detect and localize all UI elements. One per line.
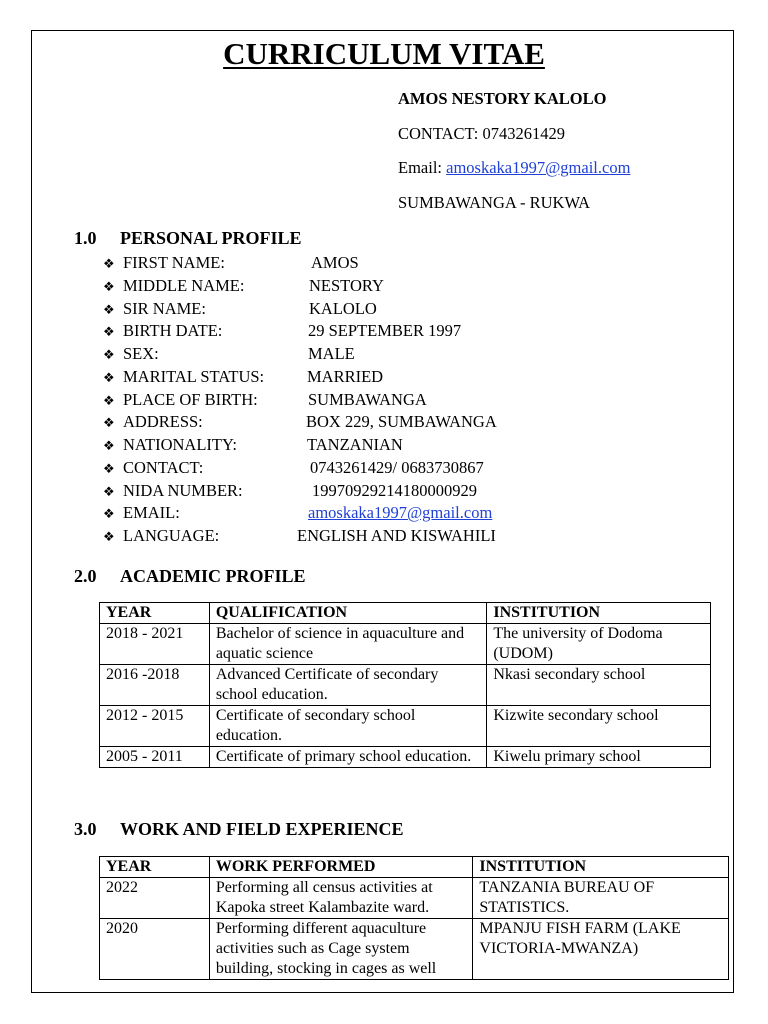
profile-label-text: EMAIL: <box>123 503 180 523</box>
table-row <box>100 624 711 665</box>
profile-value: NESTORY <box>309 275 384 295</box>
profile-label-text: PLACE OF BIRTH: <box>123 389 258 409</box>
work-cell: TANZANIA BUREAU OF STATISTICS. <box>473 878 729 919</box>
work-header-cell: YEAR <box>100 857 210 878</box>
diamond-bullet-icon: ❖ <box>103 392 115 408</box>
diamond-bullet-icon: ❖ <box>103 460 115 476</box>
academic-cell: Kizwite secondary school <box>487 706 711 747</box>
profile-label <box>103 366 264 388</box>
profile-value: MALE <box>308 344 355 363</box>
academic-cell: 2016 -2018 <box>100 665 210 706</box>
section-personal-heading: 1.0 PERSONAL PROFILE <box>74 228 302 248</box>
profile-label-text: FIRST NAME: <box>123 253 225 272</box>
work-cell: MPANJU FISH FARM (LAKE VICTORIA-MWANZA) <box>473 919 729 980</box>
profile-label-text: MIDDLE NAME: <box>123 275 245 295</box>
profile-label <box>103 298 206 320</box>
diamond-bullet-icon: ❖ <box>103 301 115 317</box>
profile-label-text: SIR NAME: <box>123 298 206 318</box>
header-contact: CONTACT: 0743261429 <box>398 124 565 143</box>
diamond-bullet-icon: ❖ <box>103 483 115 499</box>
work-cell: 2020 <box>100 919 210 980</box>
email-label: Email: <box>398 158 447 177</box>
work-cell: Performing all census activities at Kapoka street Kalambazite ward. <box>209 878 473 919</box>
academic-cell: Certificate of primary school education. <box>209 747 487 768</box>
diamond-bullet-icon: ❖ <box>103 415 115 431</box>
profile-label <box>103 434 237 456</box>
profile-label-text: NIDA NUMBER: <box>123 480 243 500</box>
profile-label-text: CONTACT: <box>123 457 204 477</box>
profile-label-text: ADDRESS: <box>123 412 203 432</box>
profile-label <box>103 411 203 433</box>
email-link[interactable]: amoskaka1997@gmail.com <box>446 158 631 177</box>
work-header-cell: WORK PERFORMED <box>209 857 473 878</box>
header-email <box>398 158 630 178</box>
academic-table <box>99 602 711 768</box>
academic-cell: The university of Dodoma (UDOM) <box>487 624 711 665</box>
profile-value: SUMBAWANGA <box>308 389 427 409</box>
profile-label <box>103 502 180 524</box>
diamond-bullet-icon: ❖ <box>103 278 115 294</box>
cv-title: CURRICULUM VITAE <box>223 36 545 71</box>
academic-cell: Kiwelu primary school <box>487 747 711 768</box>
academic-cell: 2018 - 2021 <box>100 624 210 665</box>
diamond-bullet-icon: ❖ <box>103 438 115 453</box>
profile-value: AMOS <box>311 253 359 272</box>
profile-label <box>103 343 159 365</box>
academic-cell: 2012 - 2015 <box>100 706 210 747</box>
section-academic-heading: 2.0 ACADEMIC PROFILE <box>74 566 306 586</box>
work-table <box>99 856 729 980</box>
work-cell: Performing different aquaculture activities such as Cage system building, stocking in cages as well <box>209 919 473 980</box>
profile-value: 19970929214180000929 <box>312 480 477 500</box>
profile-label-text: SEX: <box>123 344 159 363</box>
academic-header-cell: YEAR <box>100 603 210 624</box>
diamond-bullet-icon: ❖ <box>103 256 115 271</box>
profile-label <box>103 389 258 411</box>
diamond-bullet-icon: ❖ <box>103 369 115 385</box>
academic-cell: Certificate of secondary school education. <box>209 706 487 747</box>
diamond-bullet-icon: ❖ <box>103 347 115 362</box>
profile-value: BOX 229, SUMBAWANGA <box>306 412 497 432</box>
profile-email-link[interactable]: amoskaka1997@gmail.com <box>308 503 493 523</box>
academic-cell: Bachelor of science in aquaculture and aquatic science <box>209 624 487 665</box>
diamond-bullet-icon: ❖ <box>103 324 115 340</box>
header-location: SUMBAWANGA - RUKWA <box>398 193 591 212</box>
profile-label <box>103 457 203 479</box>
profile-label-text: NATIONALITY: <box>123 435 237 454</box>
academic-header-cell: QUALIFICATION <box>209 603 487 624</box>
profile-label-text: MARITAL STATUS: <box>123 366 265 386</box>
profile-value: 0743261429/ 0683730867 <box>310 457 484 477</box>
profile-value: MARRIED <box>307 366 384 386</box>
profile-label <box>103 480 243 502</box>
profile-value: KALOLO <box>309 298 377 318</box>
work-cell: 2022 <box>100 878 210 919</box>
profile-label <box>103 275 244 297</box>
diamond-bullet-icon: ❖ <box>103 506 115 522</box>
table-row <box>100 747 711 768</box>
section-work-heading: 3.0 WORK AND FIELD EXPERIENCE <box>74 819 404 839</box>
profile-label <box>103 252 225 274</box>
academic-header-cell: INSTITUTION <box>487 603 711 624</box>
profile-value: TANZANIAN <box>307 435 403 454</box>
profile-label-text: BIRTH DATE: <box>123 321 223 341</box>
academic-cell: 2005 - 2011 <box>100 747 210 768</box>
table-row <box>100 665 711 706</box>
table-row <box>100 706 711 747</box>
academic-header-row <box>100 603 711 624</box>
profile-label <box>103 525 219 547</box>
academic-cell: Advanced Certificate of secondary school education. <box>209 665 487 706</box>
work-header-cell: INSTITUTION <box>473 857 729 878</box>
diamond-bullet-icon: ❖ <box>103 529 115 544</box>
table-row <box>100 919 729 980</box>
profile-label-text: LANGUAGE: <box>123 526 220 545</box>
table-row <box>100 878 729 919</box>
academic-cell: Nkasi secondary school <box>487 665 711 706</box>
profile-value: 29 SEPTEMBER 1997 <box>308 321 462 341</box>
applicant-name: AMOS NESTORY KALOLO <box>398 89 607 108</box>
profile-value: ENGLISH AND KISWAHILI <box>297 526 496 545</box>
profile-label <box>103 320 222 342</box>
work-header-row <box>100 857 729 878</box>
